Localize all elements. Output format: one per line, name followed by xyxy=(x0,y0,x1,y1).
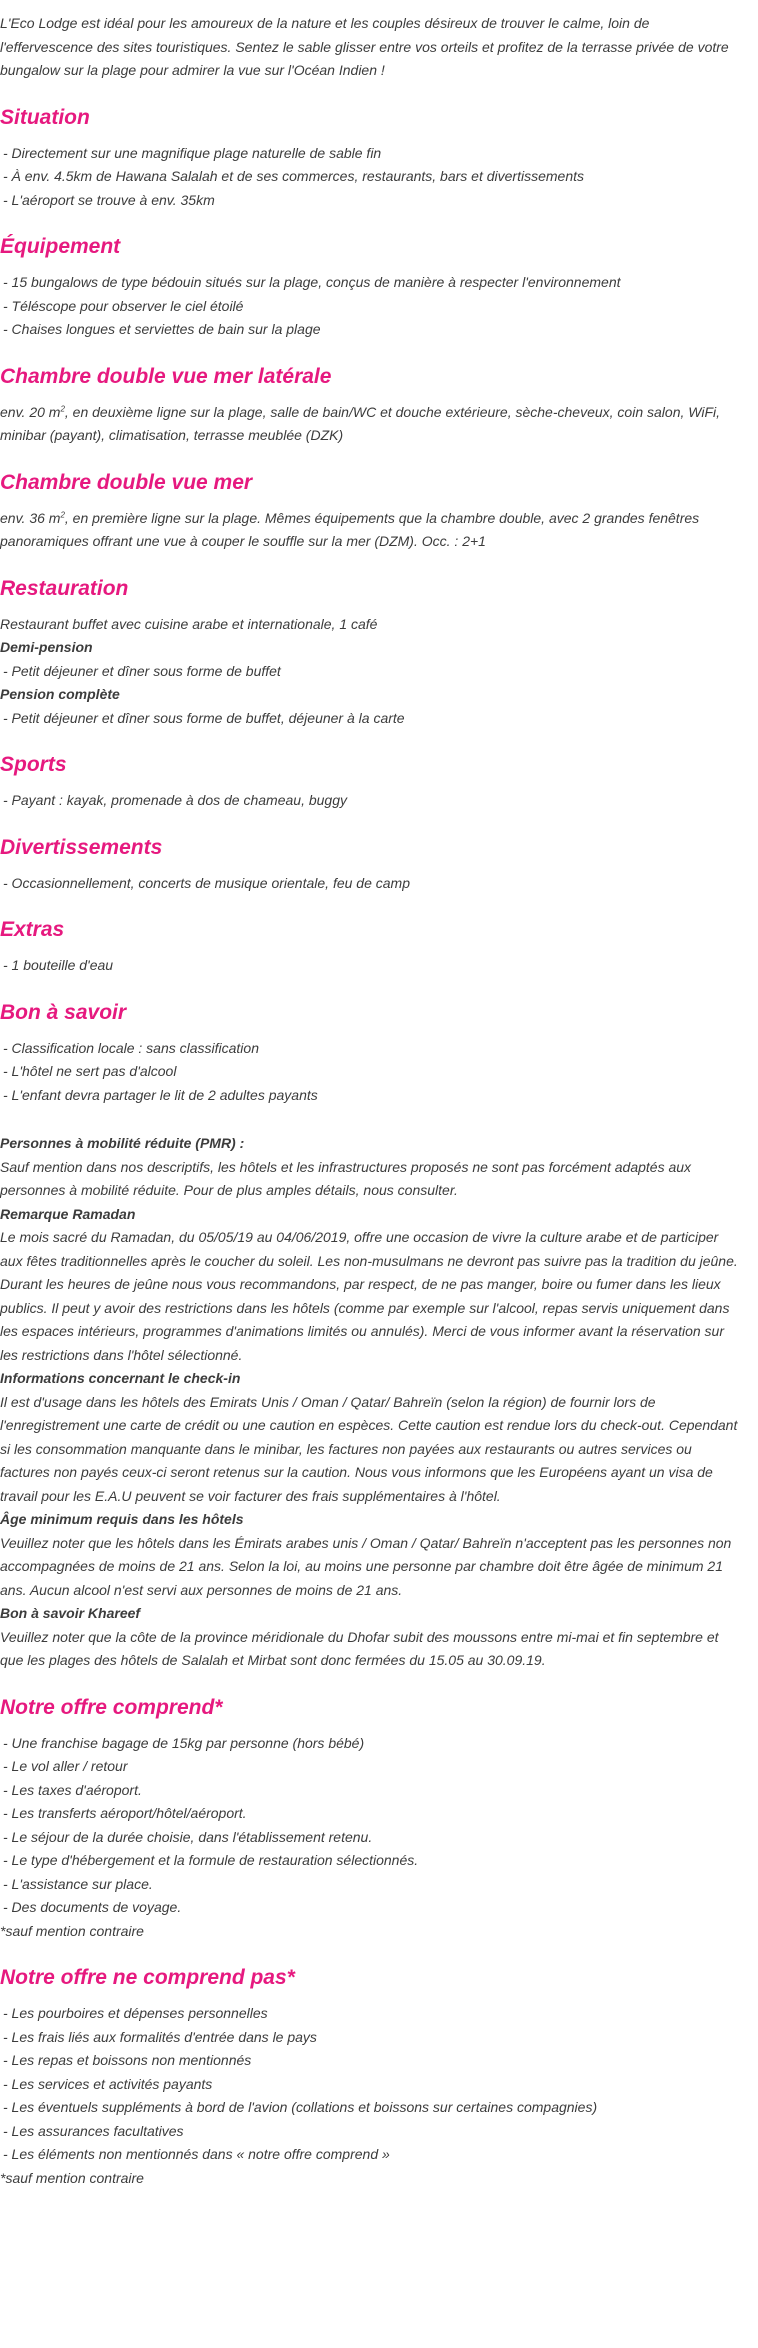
restauration-intro: Restaurant buffet avec cuisine arabe et internationale, 1 café xyxy=(0,615,378,632)
section-title: Bon à savoir xyxy=(0,1000,127,1024)
list-item: - Le vol aller / retour xyxy=(3,1758,128,1774)
list-item: - Les transferts aéroport/hôtel/aéroport. xyxy=(3,1805,247,1821)
list-item: - Payant : kayak, promenade à dos de chameau, buggy xyxy=(3,792,347,808)
list-item: - 15 bungalows de type bédouin situés sur la plage, conçus de manière à respecter l'environnement xyxy=(3,274,621,290)
section-divertissements xyxy=(0,834,740,896)
pension-complete-label: Pension complète xyxy=(0,686,120,702)
pmr-label: Personnes à mobilité réduite (PMR) : xyxy=(0,1135,245,1151)
list-item: - Petit déjeuner et dîner sous forme de buffet, déjeuner à la carte xyxy=(3,709,405,726)
list-item: - Les taxes d'aéroport. xyxy=(3,1781,142,1798)
section-title: Sports xyxy=(0,753,67,776)
age-text: Veuillez noter que les hôtels dans les Émirats arabes unis / Oman / Qatar/ Bahreïn n'acceptent pas les personnes non accompagnées de moins de 21 ans. Selon la loi, au moins une personne par chambre doit être âgée de minimum 21 ans. Aucun alcool n'est servi aux personnes de moins de 21 ans. xyxy=(0,1534,732,1598)
section-title: Notre offre comprend* xyxy=(0,1695,223,1719)
intro-text: L'Eco Lodge est idéal pour les amoureux de la nature et les couples désireux de trouver le calme, loin de l'effervescence des sites touristiques. Sentez le sable glisser entre vos orteils et profitez de la terrasse privée de votre bungalow sur la plage pour admirer la vue sur l'Océan Indien ! xyxy=(0,15,729,78)
list-item: - Les repas et boissons non mentionnés xyxy=(3,2052,252,2068)
list-item: - 1 bouteille d'eau xyxy=(3,957,114,973)
section-title: Restauration xyxy=(0,576,129,600)
offre-note: *sauf mention contraire xyxy=(0,1922,144,1939)
list-item: - Les frais liés aux formalités d'entrée dans le pays xyxy=(3,2028,317,2045)
list-item: - Le type d'hébergement et la formule de restauration sélectionnés. xyxy=(3,1852,419,1868)
section-situation xyxy=(0,104,740,213)
list-item: - Des documents de voyage. xyxy=(3,1899,182,1915)
ramadan-label: Remarque Ramadan xyxy=(0,1205,136,1222)
khareef-text: Veuillez noter que la côte de la province méridionale du Dhofar subit des moussons entre mi-mai et fin septembre et que les plages des hôtels de Salalah et Mirbat sont donc fermées du 15.05 au 30.09.19. xyxy=(0,1628,719,1668)
section-title: Chambre double vue mer latérale xyxy=(0,364,332,388)
list-item: - Les services et activités payants xyxy=(3,2075,213,2092)
offre-pas-note: *sauf mention contraire xyxy=(0,2169,144,2186)
section-extras xyxy=(0,916,740,978)
list-item: - Les assurances facultatives xyxy=(3,2122,184,2139)
list-item: - Directement sur une magnifique plage naturelle de sable fin xyxy=(3,144,382,161)
list-item: - L'hôtel ne sert pas d'alcool xyxy=(3,1063,177,1079)
list-item: - Les éventuels suppléments à bord de l'avion (collations et boissons sur certaines compagnies) xyxy=(3,2099,598,2115)
section-title: Équipement xyxy=(0,235,121,258)
section-title: Extras xyxy=(0,918,65,941)
section-offre-comprend xyxy=(0,1694,740,1944)
checkin-text: Il est d'usage dans les hôtels des Emirats Unis / Oman / Qatar/ Bahreïn (selon la région) de fournir lors de l'enregistrement une carte de crédit ou une caution en espèces. Cette caution est rendue lors du check-out. Cependant si les consommation manquante dans le minibar, les factures non payées aux restaurants ou autres services ou factures non payés ceux-ci seront retenus sur la caution. Nous vous informons que les Européens ayant un visa de travail pour les E.A.U peuvent se voir facturer des frais supplémentaires à l'hôtel. xyxy=(0,1393,738,1504)
list-item: - Le séjour de la durée choisie, dans l'établissement retenu. xyxy=(3,1828,373,1845)
list-item: - À env. 4.5km de Hawana Salalah et de ses commerces, restaurants, bars et divertissements xyxy=(3,168,584,184)
ramadan-text: Le mois sacré du Ramadan, du 05/05/19 au 04/06/2019, offre une occasion de vivre la culture arabe et de participer aux fêtes traditionnelles après le coucher du soleil. Les non-musulmans ne devront pas suivre pas la tradition du jeûne. Durant les heures de jeûne nous vous recommandons, par respect, de ne pas manger, boire ou fumer dans les lieux publics. Il peut y avoir des restrictions dans les hôtels (comme par exemple sur l'alcool, repas servis uniquement dans les espaces intérieurs, programmes d'animations limités ou annulés). Merci de vous informer avant la réservation sur les restrictions dans l'hôtel sélectionné. xyxy=(0,1229,738,1363)
section-bon-a-savoir xyxy=(0,999,740,1673)
checkin-label: Informations concernant le check-in xyxy=(0,1370,241,1386)
list-item: - Occasionnellement, concerts de musique orientale, feu de camp xyxy=(3,874,410,891)
room-description: env. 20 $m^2$, en deuxième ligne sur la plage, salle de bain/WC et douche extérieure, sèche-cheveux, coin salon, WiFi, minibar (payant), climatisation, terrasse meublée (DZK) xyxy=(0,403,721,443)
list-item: - Classification locale : sans classification xyxy=(3,1039,259,1056)
room-description: env. 36 $m^2$, en première ligne sur la plage. Mêmes équipements que la chambre double, avec 2 grandes fenêtres panoramiques offrant une vue à couper le souffle sur la mer (DZM). Occ. : 2+1 xyxy=(0,509,700,549)
section-chambre-laterale xyxy=(0,363,740,448)
list-item: - L'assistance sur place. xyxy=(3,1875,153,1892)
list-item: - Les éléments non mentionnés dans « notre offre comprend » xyxy=(3,2146,390,2162)
section-title: Chambre double vue mer xyxy=(0,470,253,494)
section-restauration xyxy=(0,575,740,731)
list-item: - L'enfant devra partager le lit de 2 adultes payants xyxy=(3,1086,318,1103)
demi-pension-label: Demi-pension xyxy=(0,639,93,655)
section-chambre-mer xyxy=(0,469,740,554)
section-offre-ne-comprend-pas xyxy=(0,1964,740,2190)
list-item: - Une franchise bagage de 15kg par personne (hors bébé) xyxy=(3,1734,365,1751)
khareef-label: Bon à savoir Khareef xyxy=(0,1605,141,1621)
list-item: - Petit déjeuner et dîner sous forme de buffet xyxy=(3,662,281,679)
section-equipement xyxy=(0,233,740,342)
section-sports xyxy=(0,751,740,813)
pmr-text: Sauf mention dans nos descriptifs, les hôtels et les infrastructures proposés ne sont pas forcément adaptés aux personnes à mobilité réduite. Pour de plus amples détails, nous consulter. xyxy=(0,1158,692,1198)
section-title: Notre offre ne comprend pas* xyxy=(0,1966,295,1989)
list-item: - Les pourboires et dépenses personnelles xyxy=(3,2005,268,2021)
age-label: Âge minimum requis dans les hôtels xyxy=(0,1511,244,1527)
list-item: - L'aéroport se trouve à env. 35km xyxy=(3,191,215,208)
list-item: - Téléscope pour observer le ciel étoilé xyxy=(3,297,244,314)
section-title: Divertissements xyxy=(0,835,163,859)
list-item: - Chaises longues et serviettes de bain sur la plage xyxy=(3,321,321,337)
section-title: Situation xyxy=(0,105,90,129)
